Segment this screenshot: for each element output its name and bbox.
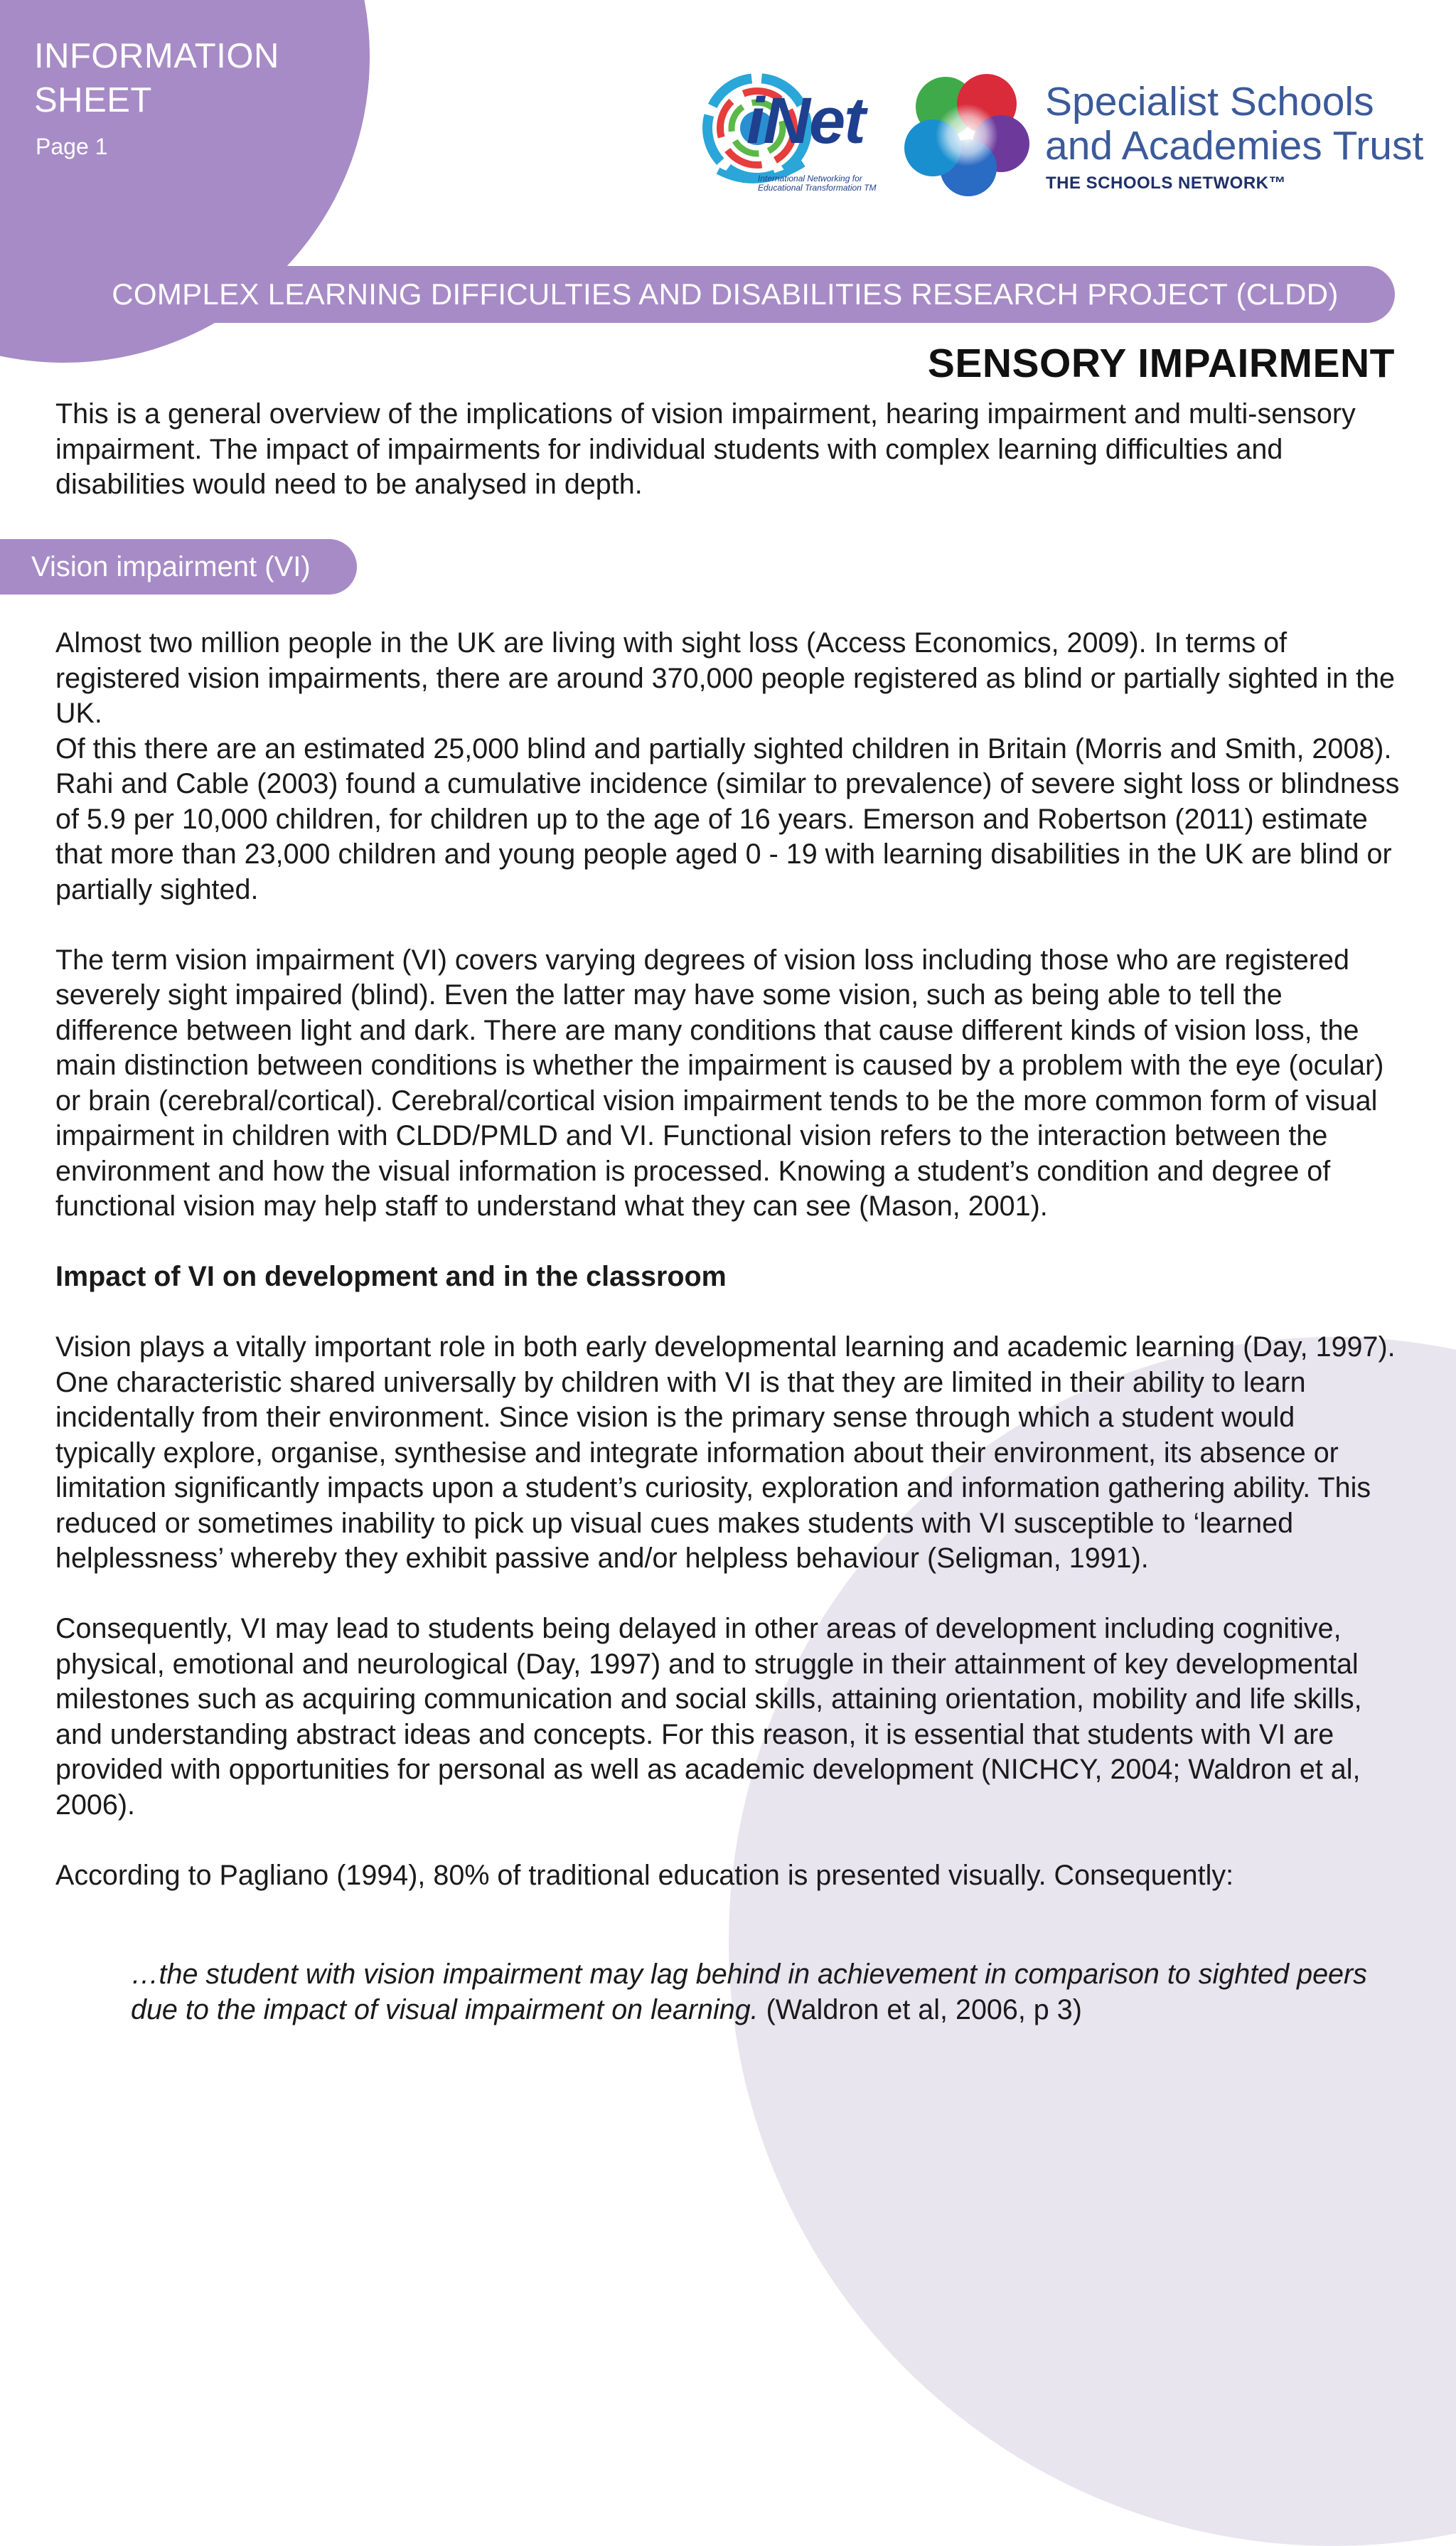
sheet-label-line2: SHEET [34, 81, 152, 119]
paragraph: The term vision impairment (VI) covers varying degrees of vision loss including those who are registered severely sight impaired (blind). Even the latter may have some vision, such as being able to tell the difference between light and dark. There are many conditions that cause different kinds of vision loss, the main distinction between conditions is whether the impairment is caused by a problem with the eye (ocular) or brain (cerebral/cortical). Cerebral/cortical vision impairment tends to be the more common form of visual impairment in children with CLDD/PMLD and VI. Functional vision refers to the interaction between the environment and how the visual information is processed. Knowing a student’s condition and degree of functional vision may help staff to understand what they can see (Mason, 2001). [55, 944, 1384, 1222]
paragraph: Almost two million people in the UK are living with sight loss (Access Economics, 2009). In terms of registered vision impairments, there are around 370,000 people registered as blind or partially sighted in the UK. [55, 627, 1395, 729]
sheet-label-line1: INFORMATION [34, 37, 279, 75]
intro-paragraph: This is a general overview of the implications of vision impairment, hearing impairment and multi-sensory impairment. The impact of impairments for individual students with complex learning difficulties and disabilities would need to be analysed in depth. [55, 398, 1356, 500]
paragraph: Consequently, VI may lead to students being delayed in other areas of development including cognitive, physical, emotional and neurological (Day, 1997) and to struggle in their attainment of key developmental milestones such as acquiring communication and social skills, attaining orientation, mobility and life skills, and understanding abstract ideas and concepts. For this reason, it is essential that students with VI are provided with opportunities for personal as well as academic development (NICHCY, 2004; Waldron et al, 2006). [55, 1613, 1362, 1821]
block-quote [131, 1957, 1382, 2028]
ssat-tagline: THE SCHOOLS NETWORK™ [1046, 174, 1286, 193]
page-title: SENSORY IMPAIRMENT [927, 341, 1395, 386]
section-heading-vision: Vision impairment (VI) [0, 539, 357, 595]
ssat-flower-icon [903, 70, 1031, 198]
subheading: Impact of VI on development and in the classroom [55, 1261, 727, 1292]
vision-section-body [55, 626, 1401, 1893]
page-number: Page 1 [36, 134, 108, 159]
inet-logo-subtitle: International Networking for Educational Transformation TM [758, 174, 877, 193]
quote-citation: (Waldron et al, 2006, p 3) [758, 1993, 1082, 2025]
project-banner: COMPLEX LEARNING DIFFICULTIES AND DISABILITIES RESEARCH PROJECT (CLDD) [55, 266, 1395, 323]
sheet-label [34, 34, 279, 122]
paragraph: According to Pagliano (1994), 80% of traditional education is presented visually. Consequently: [55, 1859, 1234, 1891]
paragraph: Vision plays a vitally important role in both early developmental learning and academic learning (Day, 1997). One characteristic shared universally by children with VI is that they are limited in their ability to learn incidentally from their environment. Since vision is the primary sense through which a student would typically explore, organise, synthesise and integrate information about their environment, its absence or limitation significantly impacts upon a student’s curiosity, exploration and information gathering ability. This reduced or sometimes inability to pick up visual cues makes students with VI susceptible to ‘learned helplessness’ whereby they exhibit passive and/or helpless behaviour (Seligman, 1991). [55, 1331, 1396, 1574]
paragraph: Of this there are an estimated 25,000 blind and partially sighted children in Britain (Morris and Smith, 2008). Rahi and Cable (2003) found a cumulative incidence (similar to prevalence) of severe sight loss or blindness of 5.9 per 10,000 children, for children up to the age of 16 years. Emerson and Robertson (2011) estimate that more than 23,000 children and young people aged 0 - 19 with learning disabilities in the UK are blind or partially sighted. [55, 733, 1400, 905]
quote-text: …the student with vision impairment may lag behind in achievement in comparison to sighted peers due to the impact of visual impairment on learning. [131, 1959, 1367, 2025]
inet-logo-word: iNet [746, 85, 864, 157]
ssat-name: Specialist Schools and Academies Trust [1045, 79, 1424, 169]
